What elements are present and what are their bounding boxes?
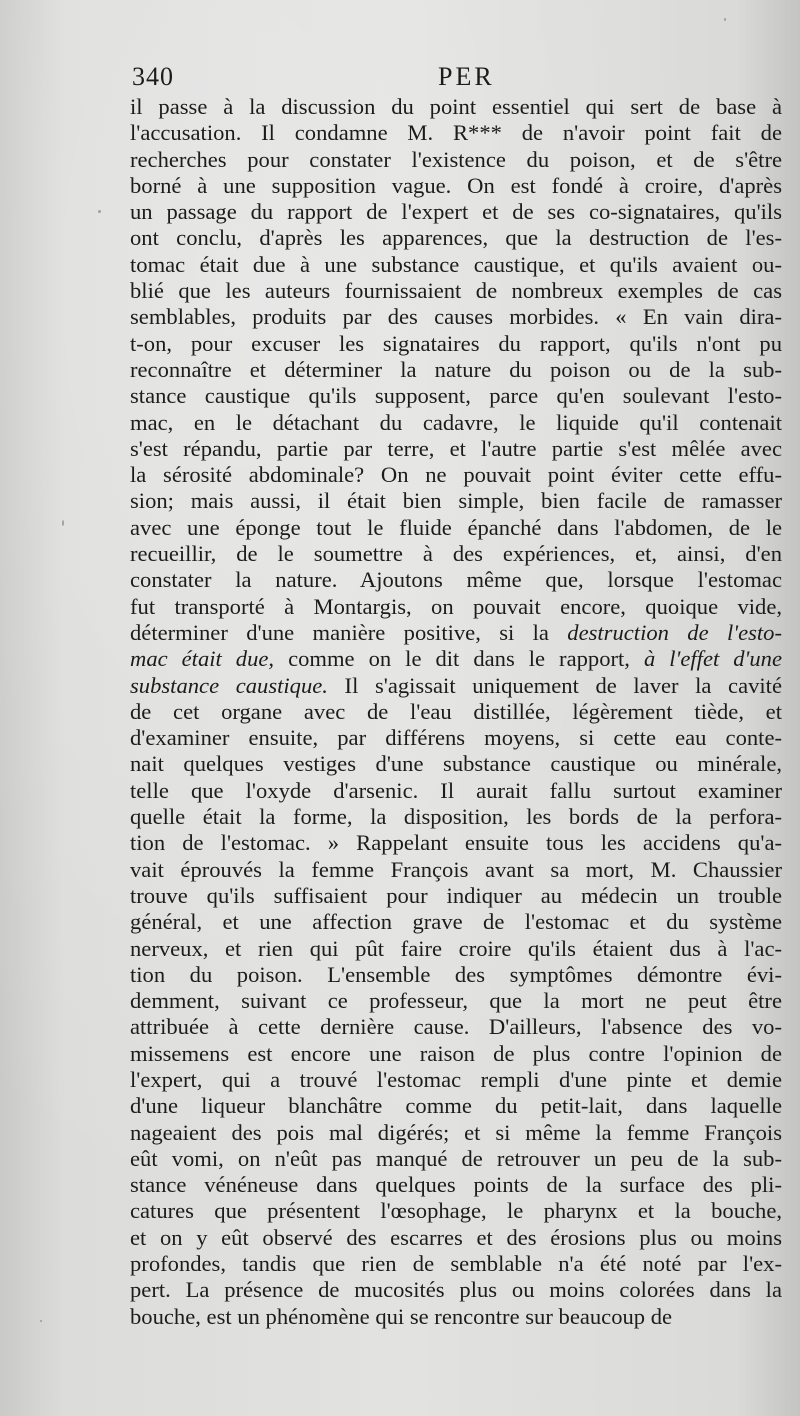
text-line — [130, 699, 782, 725]
text-run: fut transporté à Montargis, on pouvait encore, quoique vide, — [130, 593, 782, 619]
text-run: blié que les auteurs fournissaient de nombreux exemples de cas — [130, 278, 782, 304]
italic-text: mac était due, — [130, 646, 275, 672]
text-run: catures que présentent l'œsophage, le pharynx et la bouche, — [130, 1198, 782, 1224]
text-line — [130, 94, 782, 120]
text-line — [130, 857, 782, 883]
text-line — [130, 883, 782, 909]
text-run: Il s'agissait uniquement de laver la cavité — [327, 672, 782, 698]
text-run: stance caustique qu'ils supposent, parce qu'en soulevant l'esto- — [130, 383, 782, 409]
text-line — [130, 594, 782, 620]
text-run: nait quelques vestiges d'une substance caustique ou minérale, — [130, 751, 782, 777]
text-run: demment, suivant ce professeur, que la mort ne peut être — [130, 988, 782, 1014]
text-run: général, et une affection grave de l'estomac et du système — [130, 909, 782, 935]
text-run: borné à une supposition vague. On est fondé à croire, d'après — [130, 172, 782, 198]
text-line — [130, 673, 782, 699]
text-run: tion de l'estomac. » Rappelant ensuite tous les accidens qu'a- — [130, 830, 782, 856]
text-line — [130, 515, 782, 541]
text-line — [130, 725, 782, 751]
text-line — [130, 410, 782, 436]
text-line — [130, 357, 782, 383]
text-run: pert. La présence de mucosités plus ou moins colorées dans la — [130, 1277, 782, 1303]
text-run: missemens est encore une raison de plus contre l'opinion de — [130, 1040, 782, 1066]
text-line — [130, 1225, 782, 1251]
text-line — [130, 1014, 782, 1040]
text-line — [130, 304, 782, 330]
text-run: attribuée à cette dernière cause. D'ailleurs, l'absence des vo- — [130, 1014, 782, 1040]
text-line — [130, 1304, 782, 1330]
text-line — [130, 541, 782, 567]
text-run: ont conclu, d'après les apparences, que la destruction de l'es- — [130, 225, 782, 251]
text-line — [130, 383, 782, 409]
page-header — [132, 62, 782, 96]
italic-text: substance caustique. — [130, 672, 328, 698]
running-head: PER — [438, 62, 495, 91]
text-run: tomac était due à une substance caustique, et qu'ils avaient ou- — [130, 251, 782, 277]
text-line — [130, 1277, 782, 1303]
text-line — [130, 830, 782, 856]
text-line — [130, 962, 782, 988]
text-run: sion; mais aussi, il était bien simple, bien facile de ramasser — [130, 488, 782, 514]
text-run: s'est répandu, partie par terre, et l'autre partie s'est mêlée avec — [130, 435, 782, 461]
text-run: d'examiner ensuite, par différens moyens, si cette eau conte- — [130, 725, 782, 751]
text-run: il passe à la discussion du point essentiel qui sert de base à — [130, 94, 782, 119]
text-run: de cet organe avec de l'eau distillée, légèrement tiède, et — [130, 698, 782, 724]
text-line — [130, 278, 782, 304]
text-run: nerveux, et rien qui pût faire croire qu'ils étaient dus à l'ac- — [130, 935, 782, 961]
text-line — [130, 909, 782, 935]
text-run: un passage du rapport de l'expert et de ses co-signataires, qu'ils — [130, 199, 782, 225]
text-line — [130, 120, 782, 146]
text-run: recherches pour constater l'existence du poison, et de s'être — [130, 146, 782, 172]
text-run: l'expert, qui a trouvé l'estomac rempli d'une pinte et demie — [130, 1066, 782, 1092]
text-line — [130, 331, 782, 357]
text-line — [130, 1251, 782, 1277]
text-line — [130, 173, 782, 199]
text-line — [130, 1067, 782, 1093]
text-line — [130, 1172, 782, 1198]
text-run: constater la nature. Ajoutons même que, lorsque l'estomac — [130, 567, 782, 593]
paper-speck — [724, 18, 726, 21]
text-run: bouche, est un phénomène qui se rencontre sur beaucoup de — [130, 1303, 673, 1329]
italic-text: à l'effet d'une — [643, 646, 782, 672]
text-run: telle que l'oxyde d'arsenic. Il aurait fallu surtout examiner — [130, 777, 782, 803]
text-line — [130, 1120, 782, 1146]
text-line — [130, 488, 782, 514]
paper-speck — [40, 1320, 42, 1322]
text-run: et on y eût observé des escarres et des érosions plus ou moins — [130, 1224, 782, 1250]
text-run: eût vomi, on n'eût pas manqué de retrouver un peu de la sub- — [130, 1145, 782, 1171]
text-run: tion du poison. L'ensemble des symptômes démontre évi- — [130, 961, 782, 987]
text-run: comme on le dit dans le rapport, — [274, 646, 644, 672]
text-line — [130, 199, 782, 225]
text-run: quelle était la forme, la disposition, les bords de la perfora- — [130, 804, 782, 830]
page-number: 340 — [132, 62, 174, 91]
text-run: déterminer d'une manière positive, si la — [130, 619, 568, 645]
text-line — [130, 936, 782, 962]
body-text — [130, 94, 782, 1330]
text-line — [130, 436, 782, 462]
text-run: d'une liqueur blanchâtre comme du petit-lait, dans laquelle — [130, 1093, 782, 1119]
text-run: vait éprouvés la femme François avant sa mort, M. Chaussier — [130, 856, 782, 882]
text-line — [130, 1093, 782, 1119]
text-line — [130, 252, 782, 278]
text-line — [130, 147, 782, 173]
text-run: reconnaître et déterminer la nature du poison ou de la sub- — [130, 356, 782, 382]
text-line — [130, 567, 782, 593]
text-line — [130, 778, 782, 804]
text-line — [130, 620, 782, 646]
paper-speck — [62, 520, 64, 526]
paper-speck — [98, 210, 101, 213]
text-run: la sérosité abdominale? On ne pouvait point éviter cette effu- — [130, 462, 782, 488]
text-line — [130, 1198, 782, 1224]
text-run: stance vénéneuse dans quelques points de la surface des pli- — [130, 1172, 782, 1198]
text-run: profondes, tandis que rien de semblable n'a été noté par l'ex- — [130, 1251, 782, 1277]
text-line — [130, 646, 782, 672]
text-run: nageaient des pois mal digérés; et si même la femme François — [130, 1119, 782, 1145]
text-run: t-on, pour excuser les signataires du rapport, qu'ils n'ont pu — [130, 330, 782, 356]
text-line — [130, 1146, 782, 1172]
text-run: trouve qu'ils suffisaient pour indiquer au médecin un trouble — [130, 882, 782, 908]
text-line — [130, 1041, 782, 1067]
text-line — [130, 988, 782, 1014]
text-run: recueillir, de le soumettre à des expériences, et, ainsi, d'en — [130, 541, 782, 567]
text-run: mac, en le détachant du cadavre, le liquide qu'il contenait — [130, 409, 782, 435]
text-run: l'accusation. Il condamne M. R*** de n'avoir point fait de — [130, 120, 782, 146]
text-line — [130, 462, 782, 488]
text-line — [130, 751, 782, 777]
text-line — [130, 804, 782, 830]
text-run: avec une éponge tout le fluide épanché dans l'abdomen, de le — [130, 514, 782, 540]
italic-text: destruction de l'esto- — [567, 619, 782, 645]
text-line — [130, 225, 782, 251]
text-run: semblables, produits par des causes morbides. « En vain dira- — [130, 304, 782, 330]
